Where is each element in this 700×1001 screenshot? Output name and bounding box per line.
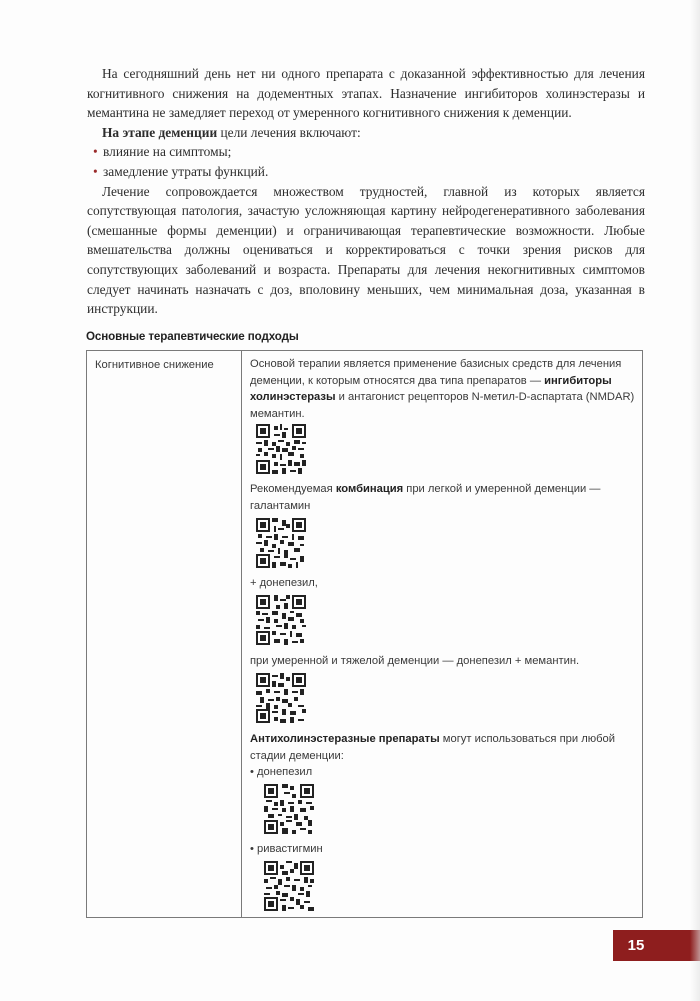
page-number-badge [613,930,700,961]
list-item [250,841,638,858]
qr-code-icon[interactable] [264,861,314,911]
list-item-text: замедление утраты функций. [103,163,269,179]
qr-code-icon[interactable] [256,673,306,723]
dementia-stage-bold: На этапе деменции [102,124,218,140]
moderate-severe-text: при умеренной и тяжелой деменции — донепезил + мемантин. [250,655,580,667]
qr-code-icon[interactable] [264,784,314,834]
paragraph-no-evidence: На сегодняшний день нет ни одного препарата с доказанной эффективностью для лечения когнитивного снижения на додементных этапах. Назначение ингибиторов холинэстеразы и мемантина не замедляет переход от умеренного когнитивного снижения к деменции. [87,66,645,121]
antichol-text [250,731,638,764]
combination-end: при легкой и умеренной деменции — галантамин [250,483,601,512]
combination-text [250,481,638,514]
therapy-basis-start: Основой терапии является применение базисных средств для лечения деменции, к которым относятся два типа препаратов — [250,358,622,387]
antichol-end: могут использоваться при любой стадии деменции: [250,733,616,762]
list-item [87,162,645,182]
therapy-basis-text [250,356,635,422]
bullet-icon: • [250,843,258,855]
qr-code-icon[interactable] [256,424,306,474]
list-item [87,142,645,162]
table-content-cell [250,356,638,422]
qr-code-icon[interactable] [256,595,306,645]
rivastigmine-block [250,841,638,858]
list-item [250,764,638,781]
table-row-label: Когнитивное снижение [95,359,214,371]
bullet-icon: • [93,163,98,179]
body-text [87,64,645,319]
page-number: 15 [627,937,645,954]
therapy-table [86,350,643,918]
donepezil-plus-text: + донепезил, [250,577,318,589]
antichol-block [250,731,638,781]
table-column-divider [241,351,242,917]
moderate-severe-block [250,653,638,670]
treatment-goals-list [87,142,645,181]
donepezil-item: донепезил [257,766,313,778]
combination-text-block [250,481,638,514]
rivastigmine-item: ривастигмин [257,843,323,855]
dementia-stage-line [87,123,645,143]
qr-code-icon[interactable] [256,518,306,568]
bullet-icon: • [250,766,258,778]
list-item-text: влияние на симптомы; [103,144,232,160]
antichol-bold: Антихолинэстеразные препараты [250,733,440,745]
page-edge-shadow [690,0,700,1001]
donepezil-plus-block [250,575,638,592]
combination-bold: комбинация [335,483,404,495]
section-title: Основные терапевтические подходы [86,330,299,343]
therapy-basis-end: и антагонист рецепторов N-метил-D-аспартата (NMDAR) мемантин. [250,391,635,420]
bullet-icon: • [93,144,98,160]
combination-start: Рекомендуемая [250,483,336,495]
therapy-basis-bold: ингибиторы холинэстеразы [250,374,612,403]
paragraph-difficulties: Лечение сопровождается множеством трудностей, главной из которых является сопутствующая патология, зачастую усложняющая картину нейродегенеративного заболевания (смешанные формы деменции) и ограничивающая терапевтические возможности. Любые вмешательства должны оцениваться и корректироваться с точки зрения рисков для сопутствующих заболеваний и возраста. Препараты для лечения некогнитивных симптомов следует начинать назначать с доз, вполовину меньших, чем минимальная доза, указанная в инструкции. [87,183,645,317]
dementia-stage-rest: цели лечения включают: [217,124,361,140]
